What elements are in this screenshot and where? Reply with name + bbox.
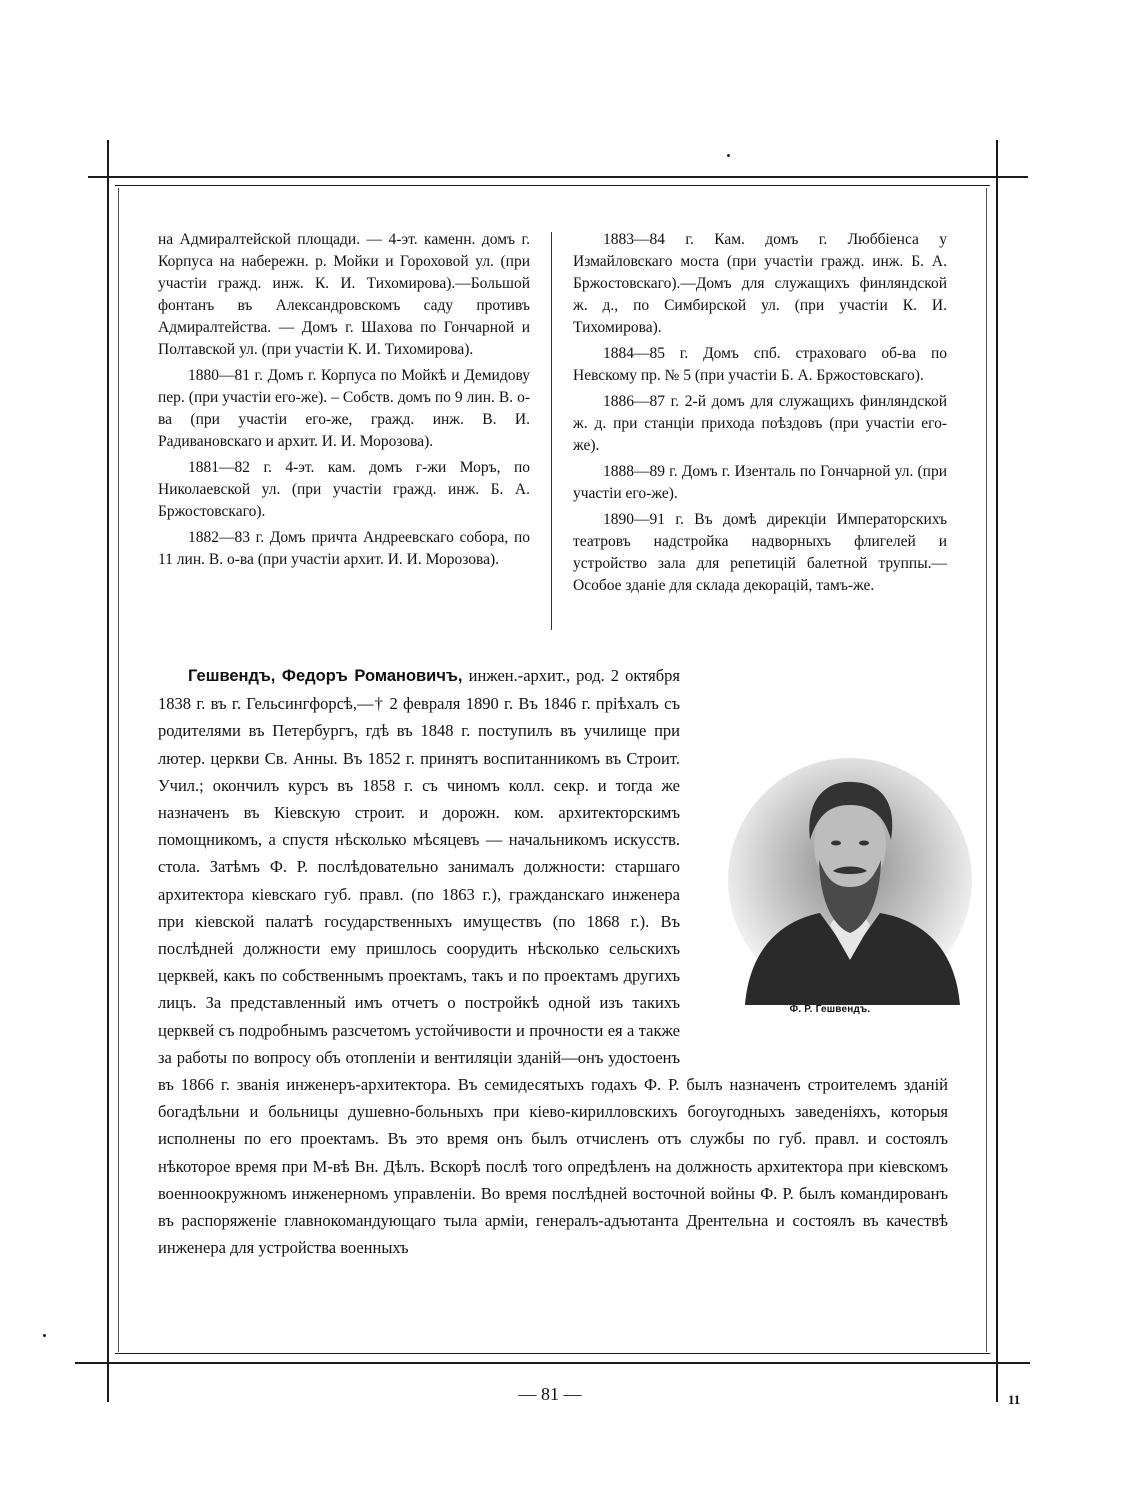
frame-left-outer-rule xyxy=(107,140,109,1402)
right-column-paragraph: 1886—87 г. 2-й домъ для служащихъ финляндской ж. д. при станціи прихода поѣздовъ (при участіи его-же). xyxy=(573,393,947,454)
right-column-paragraph: 1883—84 г. Кам. домъ г. Люббіенса у Измайловскаго моста (при участіи гражд. инж. Б. А. Бржостовскаго).—Домъ для служащихъ финляндской ж. д., по Симбирской ул. (при участіи К. И. Тихомирова). xyxy=(573,231,947,336)
page-number: — 81 — xyxy=(518,1384,582,1404)
left-column xyxy=(158,229,530,575)
portrait-caption: Ф. Р. Гешвендъ. xyxy=(789,1004,871,1015)
frame-left-inner-rule xyxy=(118,188,119,1352)
frame-bottom-inner-rule xyxy=(115,1353,990,1354)
right-column-paragraph: 1884—85 г. Домъ спб. страховаго об-ва по Невскому пр. № 5 (при участіи Б. А. Бржостовскаго). xyxy=(573,345,947,384)
right-column-paragraph: 1890—91 г. Въ домѣ дирекціи Императорскихъ театровъ надстройка надворныхъ флигелей и устройство зала для репетицій балетной труппы.—Особое зданіе для склада декорацій, тамъ-же. xyxy=(573,511,947,594)
biography-name: Гешвендъ, Федоръ Романовичъ, xyxy=(188,667,463,685)
left-column-paragraph: на Адмиралтейской площади. — 4-эт. каменн. домъ г. Корпуса на набережн. р. Мойки и Гороховой ул. (при участіи гражд. инж. К. И. Тихомирова).—Большой фонтанъ въ Александровскомъ саду противъ Адмиралтейства. — Домъ г. Шахова по Гончарной и Полтавской ул. (при участіи К. И. Тихомирова). xyxy=(158,231,530,358)
right-column xyxy=(573,229,947,601)
column-divider xyxy=(551,232,552,630)
portrait-float-space xyxy=(680,719,948,1057)
frame-right-inner-rule xyxy=(986,188,987,1352)
biography-text: инжен.-архит., род. 2 октября 1838 г. въ г. Гельсингфорсѣ,—† 2 февраля 1890 г. Въ 1846 г. пріѣхалъ съ родителями въ Петербургъ, гдѣ въ 1848 г. поступилъ въ училище при лютер. церкви Св. Анны. Въ 1852 г. принятъ воспитанникомъ въ Строит. Учил.; окончилъ курсъ въ 1858 г. съ чиномъ колл. секр. и тогда же назначенъ въ Кіевскую строит. и дорожн. ком. архитекторскимъ помощникомъ, а спустя нѣсколько мѣсяцевъ — начальникомъ искусств. стола. Затѣмъ Ф. Р. послѣдовательно занималъ должности: старшаго архитектора кіевскаго губ. правл. (по 1863 г.), гражданскаго инженера при кіевской палатѣ государственныхъ имуществъ (по 1868 г.). Въ послѣдней должности ему пришлось соорудить нѣсколько сельскихъ церквей, какъ по собственнымъ проектамъ, такъ и по проектамъ другихъ лицъ. За представленный имъ отчетъ о постройкѣ одной изъ такихъ церквей съ подробнымъ разсчетомъ устойчивости и прочности ея а также за работы по вопросу объ отопленіи и вентиляціи зданій—онъ удостоенъ въ 1866 г. званія инженеръ-архитектора. Въ семидесятыхъ годахъ Ф. Р. былъ назначенъ строителемъ зданій богадѣльни и больницы душевно-больныхъ при кіево-кирилловскихъ богоугодныхъ заведеніяхъ, которыя исполнены по его проектамъ. Въ это время онъ былъ отчисленъ отъ службы по губ. правл. и состоялъ нѣкоторое время при М-вѣ Вн. Дѣлъ. Вскорѣ послѣ того опредѣленъ на должность архитектора при кіевскомъ военноокружномъ инженерномъ управленіи. Во время послѣдней восточной войны Ф. Р. былъ командированъ въ распоряженіе главнокомандующаго тыла арміи, генералъ-адъютанта Дрентельна и состоялъ въ качествѣ инженера для устройства военныхъ xyxy=(158,666,948,1258)
left-column-paragraph: 1881—82 г. 4-эт. кам. домъ г-жи Моръ, по Николаевской ул. (при участіи гражд. инж. Б. А. Бржостовскаго). xyxy=(158,459,530,520)
frame-top-inner-rule xyxy=(115,185,990,186)
frame-top-rule xyxy=(88,176,1028,178)
left-column-paragraph: 1882—83 г. Домъ причта Андреевскаго собора, по 11 лин. В. о-ва (при участіи архит. И. И. Морозова). xyxy=(158,529,530,568)
biography-entry xyxy=(158,662,948,1261)
biography-text-wrap xyxy=(158,662,948,1261)
right-column-paragraph: 1888—89 г. Домъ г. Изенталь по Гончарной ул. (при участіи его-же). xyxy=(573,463,947,502)
left-column-paragraph: 1880—81 г. Домъ г. Корпуса по Мойкѣ и Демидову пер. (при участіи его-же). – Собств. домъ по 9 лин. В. о-ва (при участіи его-же, гражд. инж. В. И. Радивановскаго и архит. И. И. Морозова). xyxy=(158,367,530,450)
speck-mark xyxy=(43,1334,46,1337)
frame-bottom-rule xyxy=(75,1362,1030,1364)
sheet-number: 11 xyxy=(1008,1392,1021,1407)
frame-right-outer-rule xyxy=(996,140,998,1402)
speck-mark xyxy=(727,154,730,157)
